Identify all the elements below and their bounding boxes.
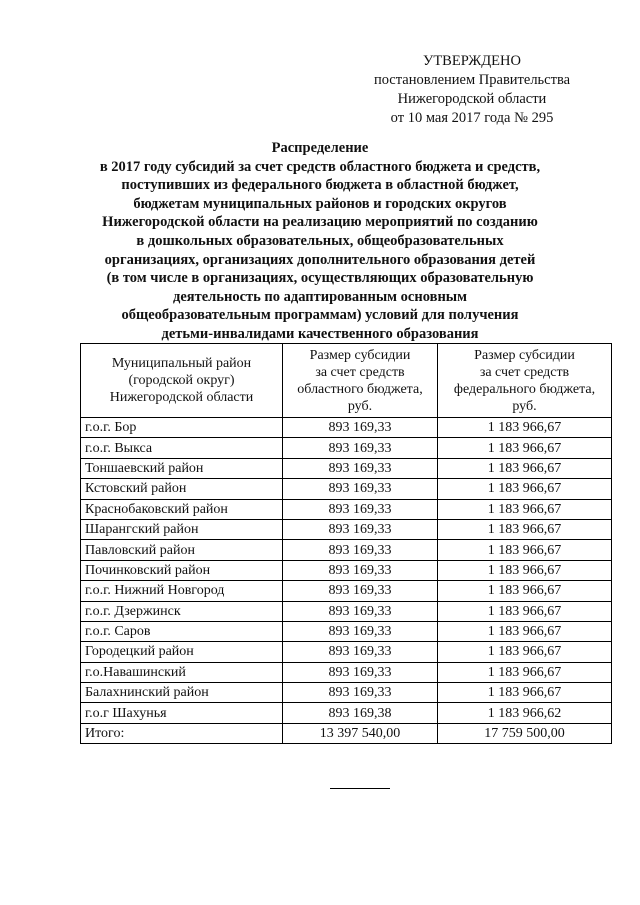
table-row — [81, 703, 612, 723]
regional-amount: 893 169,38 — [283, 703, 438, 723]
district-name: г.о.г. Саров — [81, 621, 283, 641]
federal-amount: 1 183 966,67 — [438, 560, 612, 580]
federal-amount: 1 183 966,62 — [438, 703, 612, 723]
title-line: поступивших из федерального бюджета в областной бюджет, — [121, 177, 519, 194]
district-name: Краснобаковский район — [81, 499, 283, 519]
title-line: детьми-инвалидами качественного образования — [161, 325, 479, 342]
title-line: деятельность по адаптированным основным — [172, 288, 467, 305]
district-name: г.о.г Шахунья — [81, 703, 283, 723]
table-row — [81, 621, 612, 641]
federal-amount: 1 183 966,67 — [438, 642, 612, 662]
district-name: Шарангский район — [81, 519, 283, 539]
closing-divider — [330, 788, 390, 789]
table-row — [81, 560, 612, 580]
district-name: г.о.г. Бор — [81, 418, 283, 438]
federal-amount: 1 183 966,67 — [438, 458, 612, 478]
regional-amount: 893 169,33 — [283, 540, 438, 560]
header-regional-budget: Размер субсидии за счет средств областного бюджета, руб. — [283, 344, 438, 418]
approval-line: Нижегородской области — [397, 91, 547, 107]
table-row — [81, 458, 612, 478]
table-row — [81, 683, 612, 703]
total-label: Итого: — [81, 723, 283, 743]
regional-amount: 893 169,33 — [283, 683, 438, 703]
federal-amount: 1 183 966,67 — [438, 479, 612, 499]
district-name: Тоншаевский район — [81, 458, 283, 478]
header-district: Муниципальный район (городской округ) Нижегородской области — [81, 344, 283, 418]
district-name: г.о.Навашинский — [81, 662, 283, 682]
federal-amount: 1 183 966,67 — [438, 540, 612, 560]
regional-amount: 893 169,33 — [283, 499, 438, 519]
approval-date: от 10 мая 2017 года № 295 — [390, 110, 554, 126]
table-row — [81, 601, 612, 621]
total-federal-amount: 17 759 500,00 — [438, 723, 612, 743]
title-line: (в том числе в организациях, осуществляющих образовательную — [106, 270, 534, 287]
regional-amount: 893 169,33 — [283, 458, 438, 478]
table-row — [81, 499, 612, 519]
federal-amount: 1 183 966,67 — [438, 581, 612, 601]
district-name: Починковский район — [81, 560, 283, 580]
table-total-row — [81, 723, 612, 743]
district-name: Городецкий район — [81, 642, 283, 662]
header-federal-budget: Размер субсидии за счет средств федерального бюджета, руб. — [438, 344, 612, 418]
regional-amount: 893 169,33 — [283, 662, 438, 682]
title-line: в 2017 году субсидий за счет средств областного бюджета и средств, — [99, 158, 541, 175]
table-row — [81, 642, 612, 662]
approval-block — [352, 52, 592, 128]
district-name: Павловский район — [81, 540, 283, 560]
title-line: в дошкольных образовательных, общеобразовательных — [136, 232, 504, 249]
title-line: бюджетам муниципальных районов и городских округов — [133, 195, 507, 212]
regional-amount: 893 169,33 — [283, 581, 438, 601]
federal-amount: 1 183 966,67 — [438, 499, 612, 519]
table-row — [81, 438, 612, 458]
federal-amount: 1 183 966,67 — [438, 621, 612, 641]
document-title — [60, 139, 580, 344]
total-regional-amount: 13 397 540,00 — [283, 723, 438, 743]
regional-amount: 893 169,33 — [283, 519, 438, 539]
regional-amount: 893 169,33 — [283, 560, 438, 580]
title-line: организациях, организациях дополнительного образования детей — [104, 251, 536, 268]
regional-amount: 893 169,33 — [283, 621, 438, 641]
federal-amount: 1 183 966,67 — [438, 438, 612, 458]
table-row — [81, 418, 612, 438]
table-row — [81, 519, 612, 539]
district-name: г.о.г. Нижний Новгород — [81, 581, 283, 601]
subsidy-table — [80, 343, 612, 744]
district-name: г.о.г. Выкса — [81, 438, 283, 458]
federal-amount: 1 183 966,67 — [438, 418, 612, 438]
federal-amount: 1 183 966,67 — [438, 519, 612, 539]
regional-amount: 893 169,33 — [283, 418, 438, 438]
title-line: общеобразовательным программам) условий для получения — [121, 307, 519, 324]
federal-amount: 1 183 966,67 — [438, 601, 612, 621]
district-name: Кстовский район — [81, 479, 283, 499]
district-name: Балахнинский район — [81, 683, 283, 703]
district-name: г.о.г. Дзержинск — [81, 601, 283, 621]
federal-amount: 1 183 966,67 — [438, 662, 612, 682]
table-row — [81, 479, 612, 499]
table-row — [81, 540, 612, 560]
table-header-row — [81, 344, 612, 418]
approval-title: УТВЕРЖДЕНО — [423, 53, 521, 69]
federal-amount: 1 183 966,67 — [438, 683, 612, 703]
title-line: Распределение — [271, 140, 369, 156]
regional-amount: 893 169,33 — [283, 642, 438, 662]
table-row — [81, 581, 612, 601]
regional-amount: 893 169,33 — [283, 438, 438, 458]
table-row — [81, 662, 612, 682]
title-line: Нижегородской области на реализацию мероприятий по созданию — [102, 214, 538, 231]
regional-amount: 893 169,33 — [283, 479, 438, 499]
regional-amount: 893 169,33 — [283, 601, 438, 621]
approval-line: постановлением Правительства — [373, 72, 571, 88]
